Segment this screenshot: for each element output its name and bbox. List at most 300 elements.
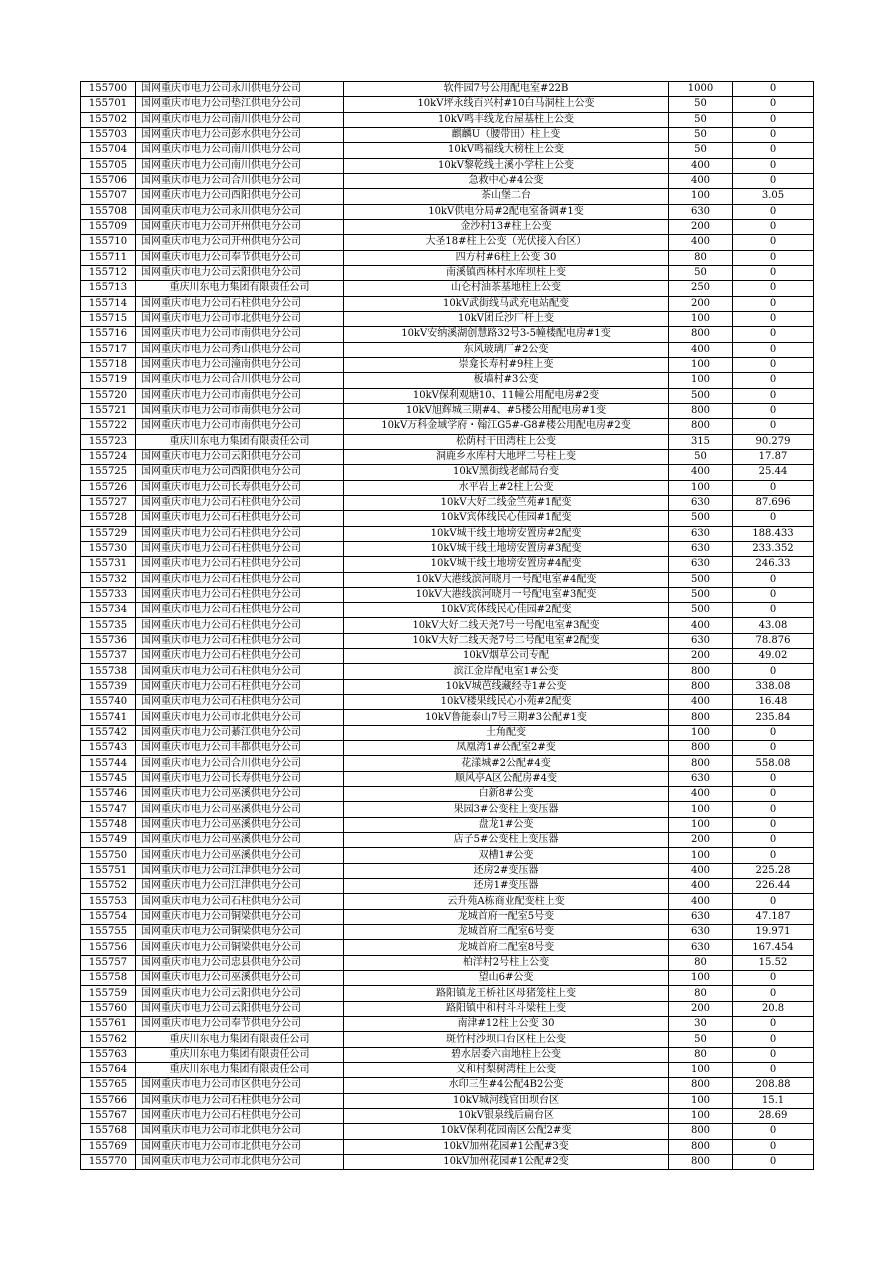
value-cell: 0 [733,235,814,250]
table-row [81,511,814,526]
station-name-cell: 10kV宾体线民心佳园#1配变 [344,511,669,526]
row-id-cell: 155714 [81,296,136,311]
value-cell: 0 [733,281,814,296]
capacity-cell: 500 [669,388,733,403]
capacity-cell: 100 [669,480,733,495]
capacity-cell: 630 [669,541,733,556]
value-cell: 0 [733,265,814,280]
station-name-cell: 龙城首府二配室6号变 [344,925,669,940]
row-id-cell: 155713 [81,281,136,296]
row-id-cell: 155724 [81,449,136,464]
row-id-cell: 155728 [81,511,136,526]
company-cell: 国网重庆市电力公司石柱供电分公司 [136,603,344,618]
capacity-cell: 630 [669,557,733,572]
station-name-cell: 10kV黎乾线土溪小学柱上公变 [344,158,669,173]
company-cell: 国网重庆市电力公司彭水供电分公司 [136,127,344,142]
value-cell: 0 [733,97,814,112]
value-cell: 0 [733,403,814,418]
station-name-cell: 松荫村干田湾柱上公变 [344,434,669,449]
capacity-cell: 100 [669,848,733,863]
value-cell: 16.48 [733,695,814,710]
row-id-cell: 155700 [81,82,136,97]
value-cell: 17.87 [733,449,814,464]
station-name-cell: 山仑村油茶基地柱上公变 [344,281,669,296]
row-id-cell: 155743 [81,741,136,756]
row-id-cell: 155711 [81,250,136,265]
company-cell: 国网重庆市电力公司开州供电分公司 [136,219,344,234]
row-id-cell: 155745 [81,771,136,786]
row-id-cell: 155701 [81,97,136,112]
value-cell: 49.02 [733,649,814,664]
table-row [81,940,814,955]
row-id-cell: 155719 [81,373,136,388]
station-name-cell: 大圣18#柱上公变（光伏接入台区） [344,235,669,250]
table-row [81,787,814,802]
station-name-cell: 凤凰湾1#公配室2#变 [344,741,669,756]
row-id-cell: 155758 [81,971,136,986]
table-row [81,557,814,572]
value-cell: 338.08 [733,679,814,694]
station-name-cell: 水平岩上#2柱上公变 [344,480,669,495]
company-cell: 国网重庆市电力公司开州供电分公司 [136,235,344,250]
table-row [81,725,814,740]
capacity-cell: 630 [669,495,733,510]
capacity-cell: 80 [669,250,733,265]
value-cell: 0 [733,112,814,127]
table-row [81,403,814,418]
capacity-cell: 100 [669,802,733,817]
station-name-cell: 盘龙1#公变 [344,817,669,832]
station-name-cell: 10kV保利花园南区公配2#变 [344,1124,669,1139]
capacity-cell: 200 [669,833,733,848]
table-row [81,388,814,403]
value-cell: 0 [733,664,814,679]
row-id-cell: 155748 [81,817,136,832]
capacity-cell: 800 [669,710,733,725]
table-row [81,265,814,280]
table-row [81,373,814,388]
value-cell: 0 [733,1017,814,1032]
capacity-cell: 800 [669,741,733,756]
table-row [81,204,814,219]
company-cell: 国网重庆市电力公司石柱供电分公司 [136,541,344,556]
row-id-cell: 155746 [81,787,136,802]
capacity-cell: 630 [669,204,733,219]
station-name-cell: 白新8#公变 [344,787,669,802]
value-cell: 0 [733,250,814,265]
station-name-cell: 水印三生#4公配4B2公变 [344,1078,669,1093]
company-cell: 国网重庆市电力公司垫江供电分公司 [136,97,344,112]
row-id-cell: 155730 [81,541,136,556]
row-id-cell: 155703 [81,127,136,142]
company-cell: 国网重庆市电力公司巫溪供电分公司 [136,817,344,832]
capacity-cell: 630 [669,940,733,955]
table-row [81,1108,814,1123]
table-row [81,1032,814,1047]
table-row [81,695,814,710]
company-cell: 国网重庆市电力公司石柱供电分公司 [136,894,344,909]
company-cell: 国网重庆市电力公司石柱供电分公司 [136,695,344,710]
row-id-cell: 155756 [81,940,136,955]
company-cell: 国网重庆市电力公司酉阳供电分公司 [136,465,344,480]
value-cell: 0 [733,1047,814,1062]
table-row [81,219,814,234]
station-name-cell: 10kV加州花园#1公配#2变 [344,1154,669,1169]
company-cell: 国网重庆市电力公司永川供电分公司 [136,204,344,219]
value-cell: 15.52 [733,955,814,970]
table-row [81,618,814,633]
table-row [81,971,814,986]
value-cell: 0 [733,219,814,234]
row-id-cell: 155725 [81,465,136,480]
capacity-cell: 800 [669,1078,733,1093]
capacity-cell: 30 [669,1017,733,1032]
capacity-cell: 500 [669,587,733,602]
value-cell: 246.33 [733,557,814,572]
value-cell: 0 [733,511,814,526]
row-id-cell: 155707 [81,189,136,204]
row-id-cell: 155734 [81,603,136,618]
row-id-cell: 155723 [81,434,136,449]
row-id-cell: 155739 [81,679,136,694]
company-cell: 国网重庆市电力公司铜梁供电分公司 [136,940,344,955]
table-row [81,1001,814,1016]
row-id-cell: 155716 [81,327,136,342]
row-id-cell: 155769 [81,1139,136,1154]
company-cell: 国网重庆市电力公司长寿供电分公司 [136,480,344,495]
station-name-cell: 碧水居委六亩地柱上公变 [344,1047,669,1062]
station-name-cell: 10kV大港线滨河晓月一号配电室#4配变 [344,572,669,587]
company-cell: 国网重庆市电力公司巫溪供电分公司 [136,833,344,848]
value-cell: 226.44 [733,879,814,894]
capacity-cell: 250 [669,281,733,296]
capacity-cell: 800 [669,419,733,434]
station-name-cell: 顺风亭A区公配房#4变 [344,771,669,786]
station-name-cell: 10kV楼果线民心小苑#2配变 [344,695,669,710]
row-id-cell: 155751 [81,863,136,878]
company-cell: 国网重庆市电力公司石柱供电分公司 [136,557,344,572]
table-row [81,434,814,449]
company-cell: 国网重庆市电力公司石柱供电分公司 [136,618,344,633]
table-row [81,909,814,924]
station-name-cell: 10kV大港线滨河晓月一号配电室#3配变 [344,587,669,602]
company-cell: 国网重庆市电力公司南川供电分公司 [136,112,344,127]
table-row [81,189,814,204]
company-cell: 国网重庆市电力公司南川供电分公司 [136,158,344,173]
value-cell: 0 [733,173,814,188]
capacity-cell: 800 [669,1124,733,1139]
capacity-cell: 800 [669,664,733,679]
station-name-cell: 10kV宾体线民心佳园#2配变 [344,603,669,618]
capacity-cell: 100 [669,1093,733,1108]
capacity-cell: 400 [669,695,733,710]
table-row [81,465,814,480]
company-cell: 国网重庆市电力公司石柱供电分公司 [136,572,344,587]
station-name-cell: 10kV坪永线百兴村#10白马洞柱上公变 [344,97,669,112]
row-id-cell: 155708 [81,204,136,219]
station-name-cell: 10kV城河线官田坝台区 [344,1093,669,1108]
capacity-cell: 100 [669,1108,733,1123]
station-name-cell: 龙城首府二配室8号变 [344,940,669,955]
row-id-cell: 155768 [81,1124,136,1139]
station-name-cell: 10kV供电分局#2配电室备调#1变 [344,204,669,219]
company-cell: 国网重庆市电力公司江津供电分公司 [136,879,344,894]
table-row [81,802,814,817]
capacity-cell: 100 [669,817,733,832]
company-cell: 国网重庆市电力公司秀山供电分公司 [136,342,344,357]
value-cell: 225.28 [733,863,814,878]
value-cell: 0 [733,327,814,342]
station-name-cell: 10kV大好二线天尧7号一号配电室#3配变 [344,618,669,633]
company-cell: 国网重庆市电力公司市南供电分公司 [136,327,344,342]
table-row [81,449,814,464]
table-row [81,1017,814,1032]
table-row [81,158,814,173]
table-row [81,97,814,112]
table-row [81,173,814,188]
value-cell: 0 [733,787,814,802]
station-name-cell: 洞鹿乡水库村大地坪二号柱上变 [344,449,669,464]
capacity-cell: 800 [669,327,733,342]
capacity-cell: 800 [669,679,733,694]
company-cell: 国网重庆市电力公司奉节供电分公司 [136,250,344,265]
value-cell: 0 [733,986,814,1001]
row-id-cell: 155709 [81,219,136,234]
capacity-cell: 630 [669,633,733,648]
row-id-cell: 155763 [81,1047,136,1062]
station-name-cell: 10kV烟草公司专配 [344,649,669,664]
station-name-cell: 10kV大好二线天尧7号二号配电室#2配变 [344,633,669,648]
value-cell: 0 [733,357,814,372]
table-row [81,664,814,679]
company-cell: 重庆川东电力集团有限责任公司 [136,281,344,296]
row-id-cell: 155747 [81,802,136,817]
station-name-cell: 龙城首府一配室5号变 [344,909,669,924]
row-id-cell: 155731 [81,557,136,572]
value-cell: 0 [733,1063,814,1078]
table-row [81,894,814,909]
company-cell: 国网重庆市电力公司铜梁供电分公司 [136,925,344,940]
row-id-cell: 155765 [81,1078,136,1093]
capacity-cell: 400 [669,465,733,480]
value-cell: 0 [733,848,814,863]
company-cell: 国网重庆市电力公司石柱供电分公司 [136,1093,344,1108]
row-id-cell: 155749 [81,833,136,848]
value-cell: 43.08 [733,618,814,633]
value-cell: 0 [733,802,814,817]
table-row [81,771,814,786]
value-cell: 0 [733,894,814,909]
company-cell: 国网重庆市电力公司永川供电分公司 [136,82,344,97]
row-id-cell: 155744 [81,756,136,771]
capacity-cell: 80 [669,1047,733,1062]
row-id-cell: 155729 [81,526,136,541]
table-row [81,342,814,357]
row-id-cell: 155721 [81,403,136,418]
table-row [81,480,814,495]
station-name-cell: 崇龛长寿村#9柱上变 [344,357,669,372]
capacity-cell: 630 [669,771,733,786]
company-cell: 国网重庆市电力公司市南供电分公司 [136,403,344,418]
row-id-cell: 155752 [81,879,136,894]
row-id-cell: 155757 [81,955,136,970]
station-name-cell: 茶山堡二台 [344,189,669,204]
row-id-cell: 155718 [81,357,136,372]
table-row [81,863,814,878]
value-cell: 0 [733,1032,814,1047]
row-id-cell: 155727 [81,495,136,510]
station-name-cell: 东风玻璃厂#2公变 [344,342,669,357]
table-row [81,710,814,725]
station-name-cell: 10kV鸣福线大榜柱上公变 [344,143,669,158]
table-row [81,250,814,265]
row-id-cell: 155736 [81,633,136,648]
station-name-cell: 10kV城干线土地塝安置房#3配变 [344,541,669,556]
table-row [81,112,814,127]
value-cell: 0 [733,771,814,786]
table-row [81,986,814,1001]
capacity-cell: 400 [669,863,733,878]
capacity-cell: 630 [669,909,733,924]
company-cell: 国网重庆市电力公司忠县供电分公司 [136,955,344,970]
capacity-cell: 400 [669,618,733,633]
capacity-cell: 100 [669,311,733,326]
company-cell: 国网重庆市电力公司石柱供电分公司 [136,526,344,541]
company-cell: 国网重庆市电力公司铜梁供电分公司 [136,909,344,924]
company-cell: 国网重庆市电力公司市北供电分公司 [136,1139,344,1154]
row-id-cell: 155750 [81,848,136,863]
capacity-cell: 50 [669,449,733,464]
station-name-cell: 还房1#变压器 [344,879,669,894]
capacity-cell: 200 [669,219,733,234]
value-cell: 0 [733,587,814,602]
value-cell: 0 [733,388,814,403]
capacity-cell: 100 [669,373,733,388]
row-id-cell: 155720 [81,388,136,403]
company-cell: 国网重庆市电力公司市北供电分公司 [136,1154,344,1169]
capacity-cell: 400 [669,342,733,357]
table-row [81,143,814,158]
station-name-cell: 10kV银泉线后扁台区 [344,1108,669,1123]
table-row [81,633,814,648]
value-cell: 0 [733,1139,814,1154]
value-cell: 0 [733,342,814,357]
station-name-cell: 急救中心#4公变 [344,173,669,188]
company-cell: 国网重庆市电力公司石柱供电分公司 [136,679,344,694]
value-cell: 235.84 [733,710,814,725]
table-row [81,495,814,510]
row-id-cell: 155741 [81,710,136,725]
capacity-cell: 50 [669,1032,733,1047]
capacity-cell: 630 [669,925,733,940]
station-name-cell: 柏洋村2号柱上公变 [344,955,669,970]
company-cell: 国网重庆市电力公司市南供电分公司 [136,388,344,403]
table-row [81,756,814,771]
value-cell: 0 [733,311,814,326]
data-table [80,81,814,1170]
station-name-cell: 10kV武街线马武充电站配变 [344,296,669,311]
company-cell: 国网重庆市电力公司巫溪供电分公司 [136,787,344,802]
value-cell: 0 [733,603,814,618]
value-cell: 0 [733,817,814,832]
table-row [81,526,814,541]
station-name-cell: 软件园7号公用配电室#22B [344,82,669,97]
table-row [81,1078,814,1093]
capacity-cell: 80 [669,986,733,1001]
station-name-cell: 10kV城干线土地塝安置房#4配变 [344,557,669,572]
row-id-cell: 155702 [81,112,136,127]
station-name-cell: 10kV团丘沙厂杆上变 [344,311,669,326]
company-cell: 国网重庆市电力公司合川供电分公司 [136,756,344,771]
table-row [81,741,814,756]
company-cell: 重庆川东电力集团有限责任公司 [136,1047,344,1062]
value-cell: 0 [733,1124,814,1139]
value-cell: 0 [733,143,814,158]
capacity-cell: 50 [669,127,733,142]
value-cell: 0 [733,480,814,495]
company-cell: 重庆川东电力集团有限责任公司 [136,1063,344,1078]
company-cell: 国网重庆市电力公司江津供电分公司 [136,863,344,878]
row-id-cell: 155740 [81,695,136,710]
value-cell: 0 [733,127,814,142]
value-cell: 233.352 [733,541,814,556]
company-cell: 国网重庆市电力公司市北供电分公司 [136,311,344,326]
value-cell: 0 [733,419,814,434]
station-name-cell: 义和村梨树湾柱上公变 [344,1063,669,1078]
table-row [81,1139,814,1154]
row-id-cell: 155726 [81,480,136,495]
station-name-cell: 10kV旭辉城三期#4、#5楼公用配电房#1变 [344,403,669,418]
company-cell: 国网重庆市电力公司长寿供电分公司 [136,771,344,786]
company-cell: 国网重庆市电力公司石柱供电分公司 [136,296,344,311]
value-cell: 0 [733,82,814,97]
company-cell: 国网重庆市电力公司酉阳供电分公司 [136,189,344,204]
capacity-cell: 800 [669,1154,733,1169]
capacity-cell: 800 [669,1139,733,1154]
capacity-cell: 80 [669,955,733,970]
table-row [81,419,814,434]
row-id-cell: 155733 [81,587,136,602]
value-cell: 28.69 [733,1108,814,1123]
table-row [81,603,814,618]
row-id-cell: 155764 [81,1063,136,1078]
company-cell: 国网重庆市电力公司市北供电分公司 [136,1124,344,1139]
company-cell: 国网重庆市电力公司石柱供电分公司 [136,511,344,526]
row-id-cell: 155717 [81,342,136,357]
table-row [81,357,814,372]
row-id-cell: 155761 [81,1017,136,1032]
row-id-cell: 155742 [81,725,136,740]
table-row [81,833,814,848]
station-name-cell: 10kV大好二线金竺苑#1配变 [344,495,669,510]
table-row [81,235,814,250]
capacity-cell: 800 [669,403,733,418]
station-name-cell: 10kV城芭线藏经寺1#公变 [344,679,669,694]
capacity-cell: 400 [669,235,733,250]
table-row [81,296,814,311]
table-row [81,1124,814,1139]
capacity-cell: 50 [669,97,733,112]
capacity-cell: 50 [669,143,733,158]
company-cell: 国网重庆市电力公司云阳供电分公司 [136,1001,344,1016]
capacity-cell: 200 [669,1001,733,1016]
capacity-cell: 500 [669,572,733,587]
station-name-cell: 路阳镇龙王桥社区母猪笼柱上变 [344,986,669,1001]
value-cell: 558.08 [733,756,814,771]
station-name-cell: 10kV保利观塘10、11幢公用配电房#2变 [344,388,669,403]
value-cell: 47.187 [733,909,814,924]
company-cell: 国网重庆市电力公司云阳供电分公司 [136,986,344,1001]
